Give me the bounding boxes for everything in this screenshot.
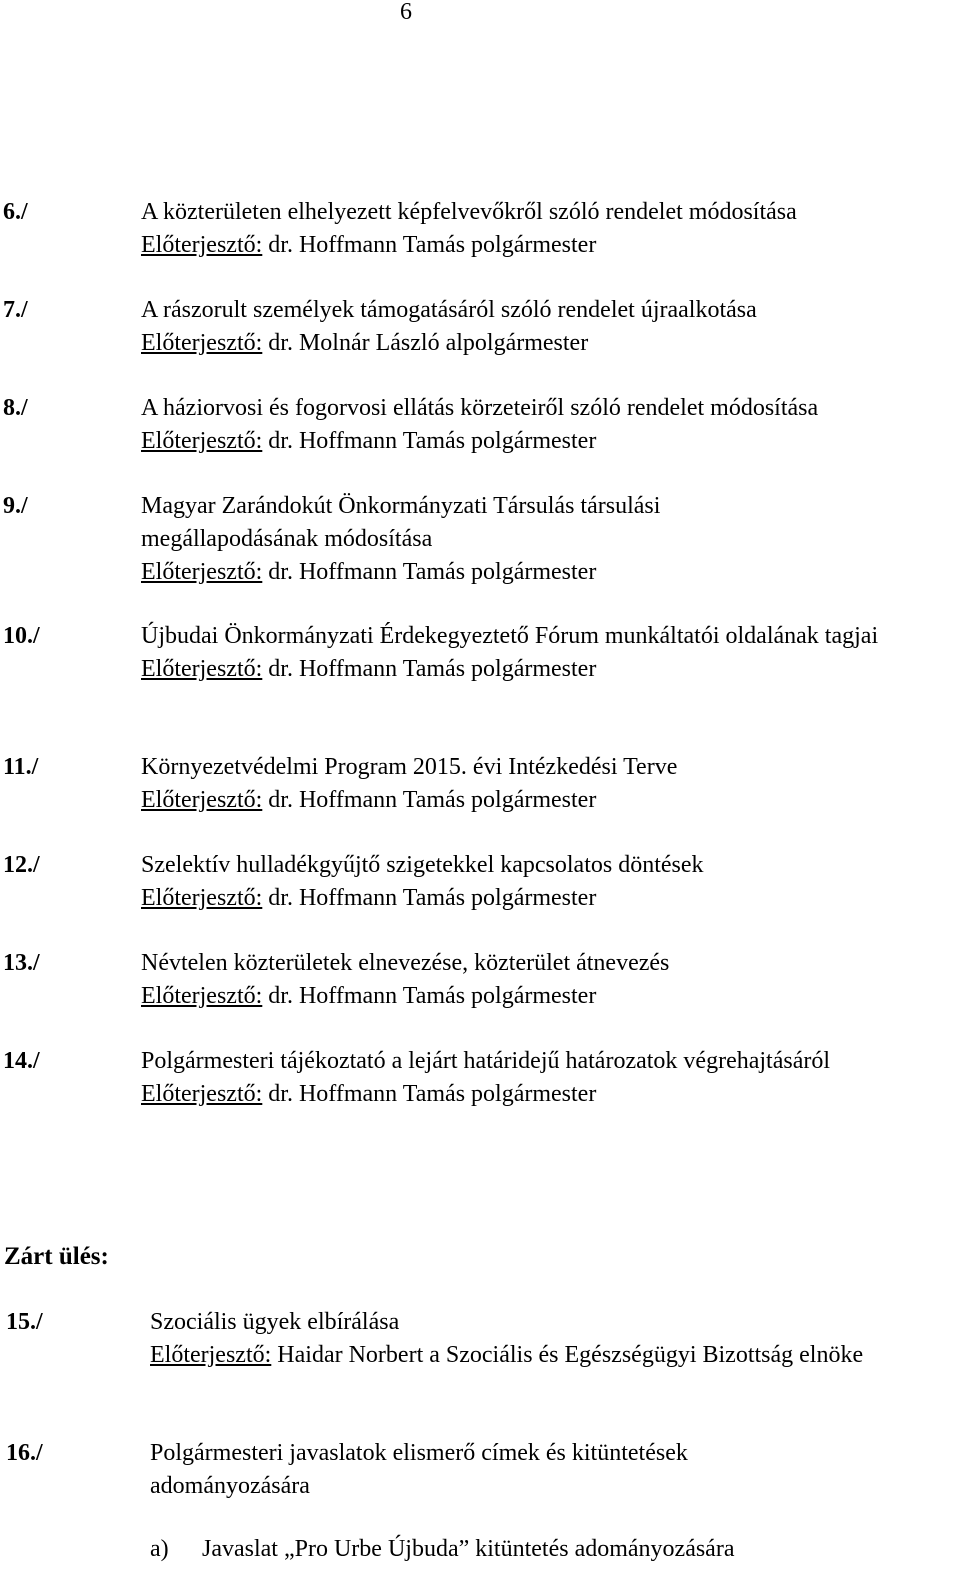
item-number: 15./ — [6, 1309, 43, 1335]
item-number: 12./ — [3, 852, 40, 878]
presenter-name: dr. Molnár László alpolgármester — [262, 330, 589, 356]
item-number: 14./ — [3, 1048, 40, 1074]
presenter-name: dr. Hoffmann Tamás polgármester — [262, 232, 597, 258]
item-title: Újbudai Önkormányzati Érdekegyeztető Fórum munkáltatói oldalának tagjai — [141, 623, 879, 649]
presenter-label: Előterjesztő: — [141, 330, 263, 356]
presenter-label: Előterjesztő: — [150, 1342, 272, 1368]
item-presenter — [141, 556, 781, 589]
item-title: Névtelen közterületek elnevezése, közterület átnevezés — [141, 950, 670, 976]
presenter-label: Előterjesztő: — [141, 983, 263, 1009]
presenter-label: Előterjesztő: — [141, 559, 263, 585]
closed-session-heading: Zárt ülés: — [4, 1243, 109, 1270]
item-content — [150, 1437, 810, 1503]
presenter-name: dr. Hoffmann Tamás polgármester — [262, 656, 597, 682]
item-title: Környezetvédelmi Program 2015. évi Intézkedési Terve — [141, 754, 678, 780]
item-presenter — [141, 425, 956, 458]
item-title: Magyar Zarándokút Önkormányzati Társulás társulási megállapodásának módosítása — [141, 493, 661, 552]
item-content — [141, 490, 781, 589]
presenter-name: dr. Hoffmann Tamás polgármester — [262, 1081, 597, 1107]
sub-item-text: Javaslat „Pro Urbe Újbuda” kitüntetés adományozására — [202, 1536, 735, 1562]
item-content — [141, 751, 956, 817]
presenter-label: Előterjesztő: — [141, 428, 263, 454]
item-number: 13./ — [3, 950, 40, 976]
presenter-label: Előterjesztő: — [141, 1081, 263, 1107]
item-presenter — [141, 882, 956, 915]
sub-item-letter: a) — [150, 1536, 169, 1562]
presenter-label: Előterjesztő: — [141, 656, 263, 682]
presenter-name: dr. Hoffmann Tamás polgármester — [262, 787, 597, 813]
sub-item — [150, 1533, 734, 1566]
item-presenter — [141, 229, 956, 262]
item-number: 9./ — [3, 493, 28, 519]
item-content — [141, 294, 956, 360]
presenter-label: Előterjesztő: — [141, 232, 263, 258]
item-title: Polgármesteri javaslatok elismerő címek és kitüntetések adományozására — [150, 1440, 688, 1499]
item-number: 8./ — [3, 395, 28, 421]
presenter-name: dr. Hoffmann Tamás polgármester — [262, 983, 597, 1009]
item-number: 7./ — [3, 297, 28, 323]
presenter-name: dr. Hoffmann Tamás polgármester — [262, 885, 597, 911]
item-title: Polgármesteri tájékoztató a lejárt határidejű határozatok végrehajtásáról — [141, 1048, 831, 1074]
item-presenter — [141, 653, 951, 686]
item-content — [141, 196, 956, 262]
item-presenter — [141, 784, 956, 817]
item-title: A háziorvosi és fogorvosi ellátás körzeteiről szóló rendelet módosítása — [141, 395, 819, 421]
item-presenter — [141, 980, 956, 1013]
item-presenter — [141, 327, 956, 360]
item-number: 10./ — [3, 623, 40, 649]
presenter-name: dr. Hoffmann Tamás polgármester — [262, 559, 597, 585]
item-presenter — [141, 1078, 956, 1111]
presenter-label: Előterjesztő: — [141, 787, 263, 813]
item-title: Szelektív hulladékgyűjtő szigetekkel kapcsolatos döntések — [141, 852, 704, 878]
presenter-name: dr. Hoffmann Tamás polgármester — [262, 428, 597, 454]
item-title: Szociális ügyek elbírálása — [150, 1309, 400, 1335]
item-title: A közterületen elhelyezett képfelvevőkről szóló rendelet módosítása — [141, 199, 797, 225]
presenter-name: Haidar Norbert a Szociális és Egészségügyi Bizottság elnöke — [271, 1342, 864, 1368]
page-number: 6 — [400, 0, 412, 25]
item-number: 6./ — [3, 199, 28, 225]
item-content — [141, 620, 951, 686]
item-number: 16./ — [6, 1440, 43, 1466]
item-presenter — [150, 1339, 920, 1372]
item-content — [141, 947, 956, 1013]
item-title: A rászorult személyek támogatásáról szóló rendelet újraalkotása — [141, 297, 757, 323]
presenter-label: Előterjesztő: — [141, 885, 263, 911]
item-number: 11./ — [3, 754, 39, 780]
item-content — [150, 1306, 920, 1372]
item-content — [141, 849, 956, 915]
item-content — [141, 1045, 956, 1111]
item-content — [141, 392, 956, 458]
